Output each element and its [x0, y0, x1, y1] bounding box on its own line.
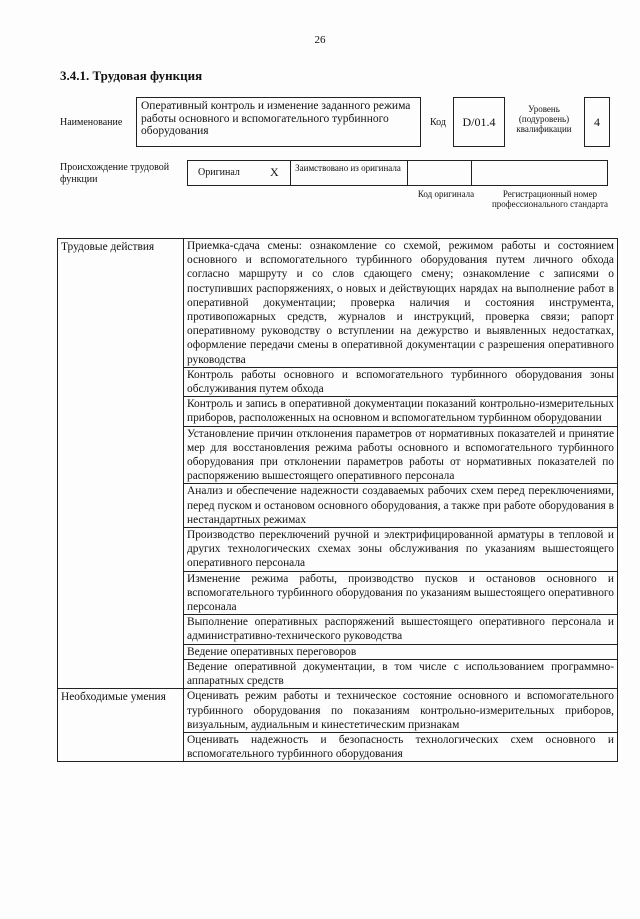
labor-action-item: Приемка-сдача смены: ознакомление со схемой, режимом работы и состоянием основного и вспомогательного турбинного оборудования путем личного обхода согласно маршруту и со слов сдающего смену; ознакомление с записями о поступивших распоряжениях, о новых и действующих нарядах на выполнение работ в оперативной документации; проверка наличия и состояния инструмента, противопожарных средств, журналов и инструкций, проверка связи; рапорт оперативному руководству о вступлении на дежурство и выявленных недостатках, оформление передачи смены в оперативной документации с разрешения оперативного руководства — [184, 239, 618, 368]
origin-divider — [407, 161, 408, 185]
name-label: Наименование — [60, 117, 123, 128]
page-number: 26 — [314, 34, 326, 46]
labor-action-item: Анализ и обеспечение надежности создаваемых рабочих схем перед переключениями, перед пуском и остановом основного оборудования, а также при работе оборудования в нестандартных режимах — [184, 484, 618, 528]
labor-function-table — [57, 238, 618, 762]
code-original-caption: Код оригинала — [417, 189, 475, 199]
origin-divider — [471, 161, 472, 185]
level-label: Уровень (подуровень) квалификации — [516, 104, 572, 134]
origin-label: Происхождение трудовой функции — [60, 162, 170, 185]
table-row — [58, 689, 618, 733]
skill-item: Оценивать режим работы и техническое состояние основного и вспомогательного турбинного оборудования по показаниям контрольно-измерительных приборов, визуальным, аудиальным и кинестетическим признакам — [184, 689, 618, 733]
labor-action-item: Установление причин отклонения параметров от нормативных показателей и принятие мер для восстановления режима работы основного и вспомогательного турбинного оборудования при отклонении параметров работы от нормативных показателей по распоряжению вышестоящего оперативного персонала — [184, 426, 618, 484]
level-value: 4 — [594, 115, 600, 129]
original-mark: X — [270, 165, 279, 179]
table-row — [58, 239, 618, 368]
labor-action-item: Выполнение оперативных распоряжений вышестоящего оперативного персонала и административно-технического руководства — [184, 615, 618, 644]
reg-number-caption: Регистрационный номер профессионального стандарта — [491, 189, 609, 209]
origin-table — [187, 160, 608, 186]
required-skills-label: Необходимые умения — [58, 689, 184, 762]
function-name-box — [136, 97, 421, 147]
level-value-box — [584, 97, 610, 147]
labor-actions-label: Трудовые действия — [58, 239, 184, 689]
labor-action-item: Производство переключений ручной и электрифицированной арматуры в тепловой и других технологических схемах зоны обслуживания по указаниям вышестоящего оперативного персонала — [184, 528, 618, 572]
code-label: Код — [430, 117, 446, 128]
borrowed-label: Заимствовано из оригинала — [295, 163, 401, 173]
code-value: D/01.4 — [462, 115, 496, 129]
labor-action-item: Контроль и запись в оперативной документации показаний контрольно-измерительных приборов, расположенных на основном и вспомогательном турбинном оборудовании — [184, 397, 618, 426]
labor-action-item: Контроль работы основного и вспомогательного турбинного оборудования зоны обслуживания путем обхода — [184, 367, 618, 396]
origin-divider — [290, 161, 291, 185]
section-title: 3.4.1. Трудовая функция — [60, 68, 203, 83]
labor-action-item: Ведение оперативной документации, в том числе с использованием программно-аппаратных средств — [184, 659, 618, 688]
function-name-value: Оперативный контроль и изменение заданного режима работы основного и вспомогательного турбинного оборудования — [141, 100, 411, 137]
labor-action-item: Ведение оперативных переговоров — [184, 644, 618, 659]
original-label: Оригинал — [198, 167, 240, 178]
labor-action-item: Изменение режима работы, производство пусков и остановов основного и вспомогательного турбинного оборудования по указаниям вышестоящего оперативного персонала — [184, 571, 618, 615]
skill-item: Оценивать надежность и безопасность технологических схем основного и вспомогательного турбинного оборудования — [184, 732, 618, 761]
code-value-box — [453, 97, 505, 147]
